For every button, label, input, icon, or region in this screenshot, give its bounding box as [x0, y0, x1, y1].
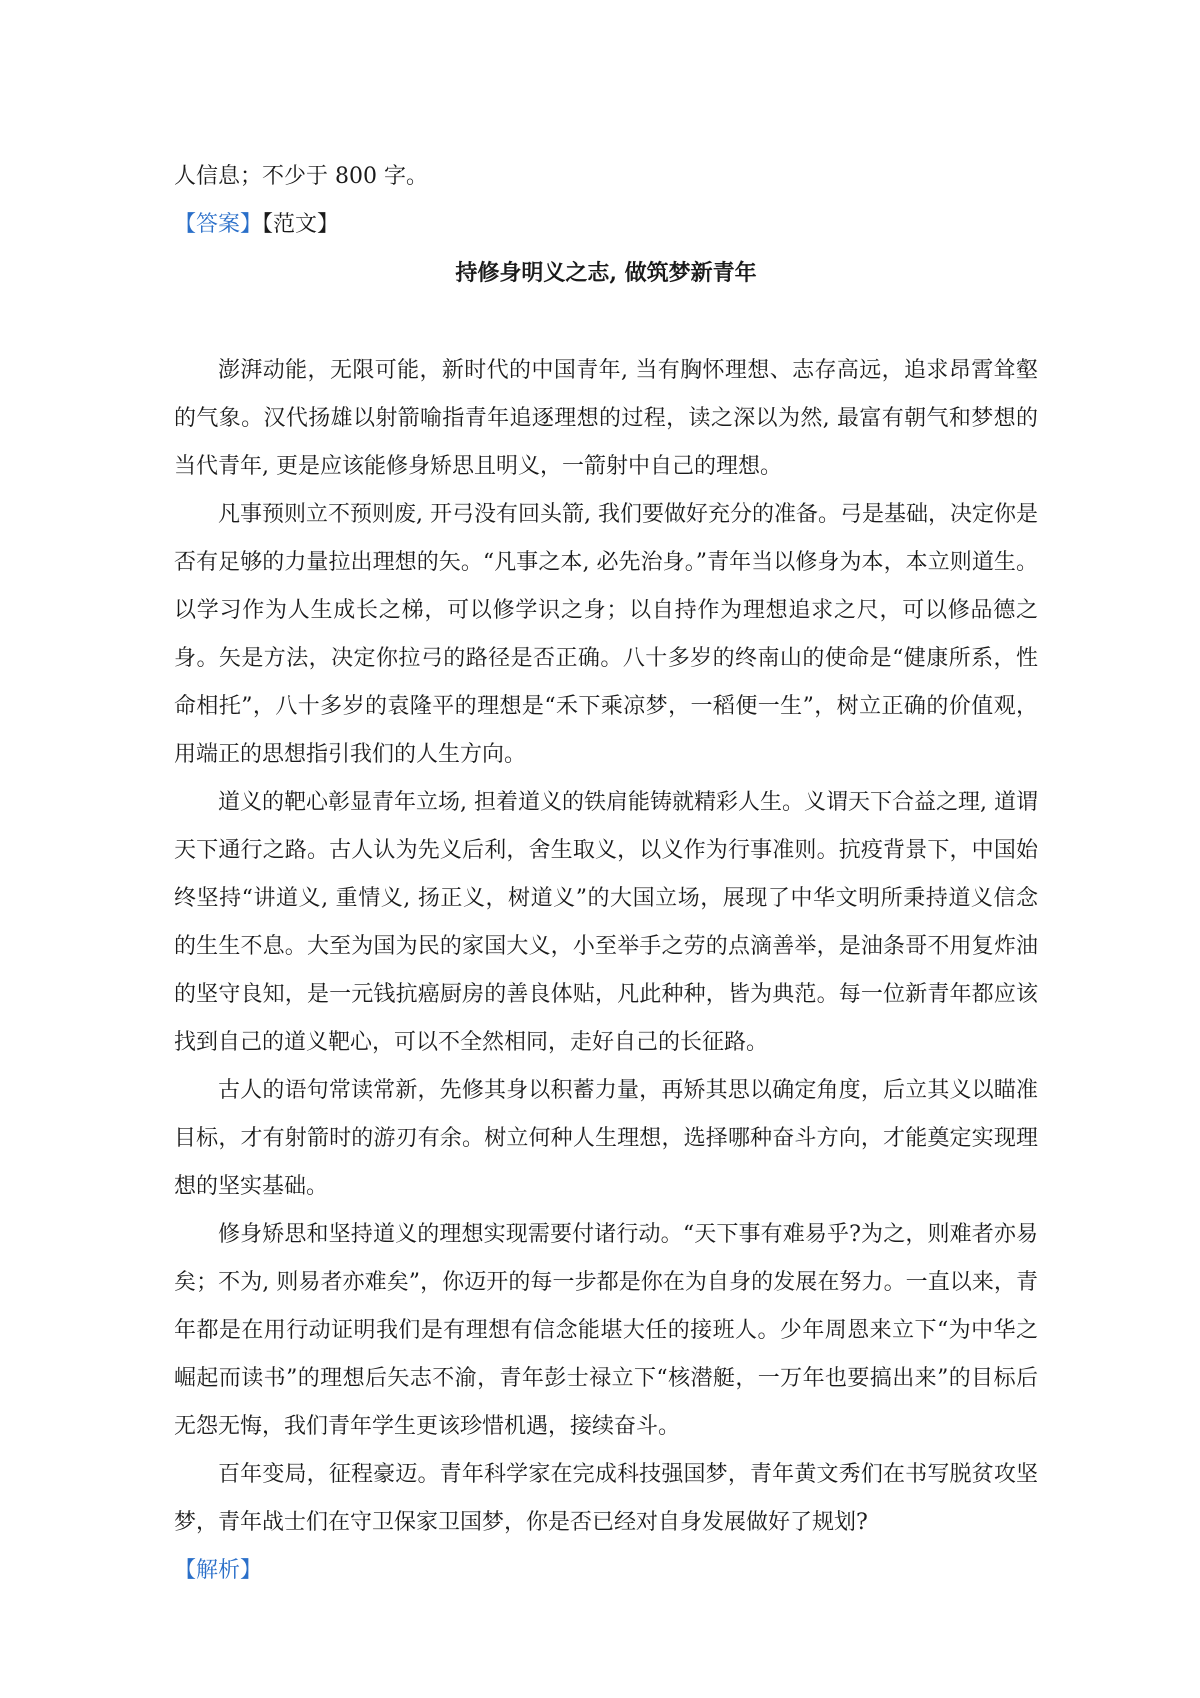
analysis-label: 【解析】 [174, 1558, 263, 1583]
essay-paragraph-2: 凡事预则立不预则废, 开弓没有回头箭, 我们要做好充分的准备。弓是基础，决定你是否有足够的力量拉出理想的矢。“凡事之本, 必先治身。”青年当以修身为本，本立则道生。以学习作为人生成长之梯，可以修学识之身；以自持作为理想追求之尺，可以修品德之身。矢是方法，决定你拉弓的路径是否正确。八十多岁的终南山的使命是“健康所系，性命相托”，八十多岁的袁隆平的理想是“禾下乘凉梦，一稻便一生”，树立正确的价值观，用端正的思想指引我们的人生方向。 [174, 502, 1038, 767]
essay-paragraph-3: 道义的靶心彰显青年立场, 担着道义的铁肩能铸就精彩人生。义谓天下合益之理, 道谓天下通行之路。古人认为先义后利，舍生取义，以义作为行事准则。抗疫背景下，中国始终坚持“讲道义, 重情义, 扬正义，树道义”的大国立场，展现了中华文明所秉持道义信念的生生不息。大至为国为民的家国大义，小至举手之劳的点滴善举，是油条哥不用复炸油的坚守良知，是一元钱抗癌厨房的善良体贴，凡此种种，皆为典范。每一位新青年都应该找到自己的道义靶心，可以不全然相同，走好自己的长征路。 [174, 790, 1038, 1055]
document-content [174, 153, 1038, 1595]
answer-label: 【答案】 [174, 212, 263, 237]
essay-paragraph-5: 修身矫思和坚持道义的理想实现需要付诸行动。“天下事有难易乎?为之，则难者亦易矣；不为, 则易者亦难矣”，你迈开的每一步都是你在为自身的发展在努力。一直以来，青年都是在用行动证明我们是有理想有信念能堪大任的接班人。少年周恩来立下“为中华之崛起而读书”的理想后矢志不渝，青年彭士禄立下“核潜艇，一万年也要搞出来”的目标后无怨无悔，我们青年学生更该珍惜机遇，接续奋斗。 [174, 1222, 1038, 1439]
essay-title: 持修身明义之志, 做筑梦新青年 [455, 260, 757, 286]
sample-essay-label: 【范文】 [262, 212, 340, 237]
essay-paragraph-6: 百年变局，征程豪迈。青年科学家在完成科技强国梦，青年黄文秀们在书写脱贫攻坚梦，青年战士们在守卫保家卫国梦，你是否已经对自身发展做好了规划? [174, 1462, 1038, 1535]
essay-paragraph-1: 澎湃动能，无限可能，新时代的中国青年, 当有胸怀理想、志存高远，追求昂霄耸壑的气象。汉代扬雄以射箭喻指青年追逐理想的过程，读之深以为然, 最富有朝气和梦想的当代青年, 更是应该能修身矫思且明义，一箭射中自己的理想。 [174, 358, 1038, 479]
prompt-tail-line: 人信息；不少于 800 字。 [174, 164, 428, 189]
essay-paragraph-4: 古人的语句常读常新，先修其身以积蓄力量，再矫其思以确定角度，后立其义以瞄准目标，才有射箭时的游刃有余。树立何种人生理想，选择哪种奋斗方向，才能奠定实现理想的坚实基础。 [174, 1078, 1038, 1199]
answer-header-line [174, 201, 1038, 249]
